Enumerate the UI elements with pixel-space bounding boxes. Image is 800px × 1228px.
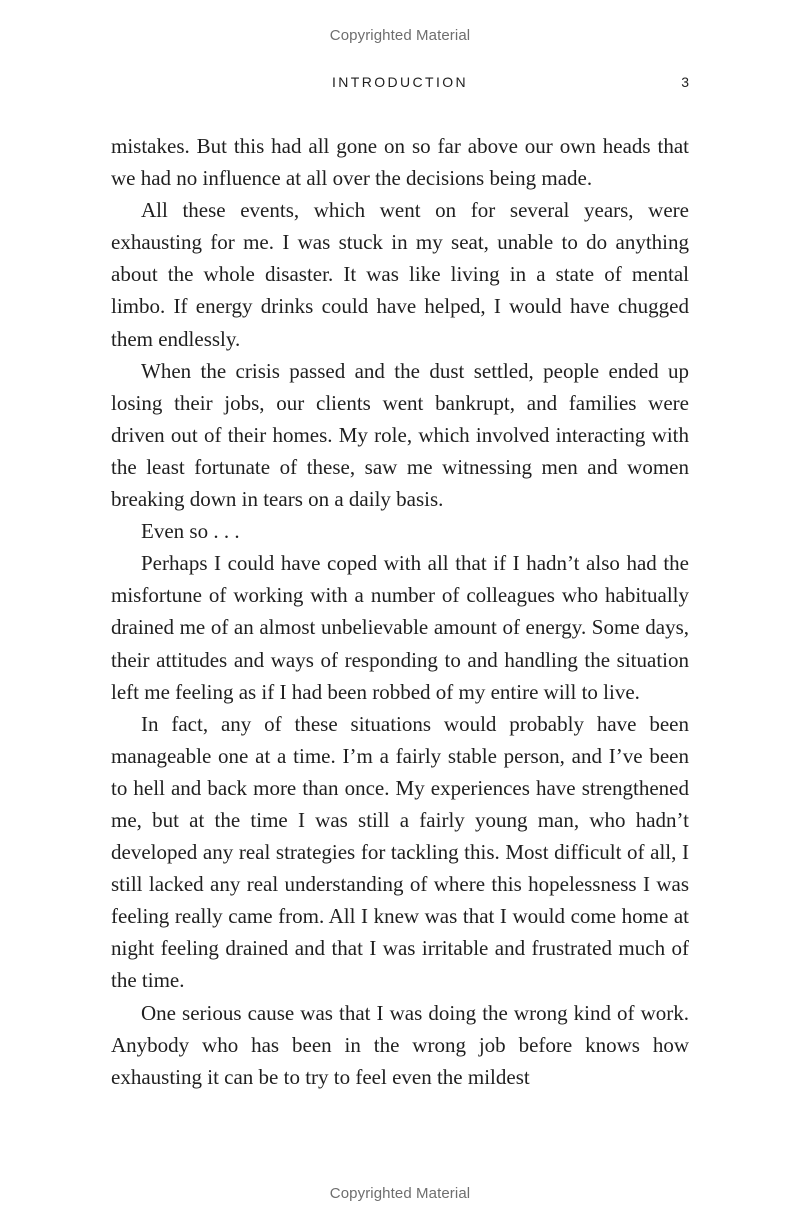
copyright-watermark-bottom: Copyrighted Material: [329, 1185, 471, 1202]
copyright-watermark-top: Copyrighted Material: [329, 27, 471, 44]
paragraph-continued: mistakes. But this had all gone on so far above our own heads that we had no influence at all over the decisions being made.: [111, 134, 689, 191]
paragraph: Even so . . .: [141, 519, 240, 544]
paragraph: Perhaps I could have coped with all that if I hadn’t also had the misfortune of working with a number of colleagues who habitually drained me of an almost unbelievable amount of energy. Some days, their attitudes and ways of responding to and handling the situation left me feeling as if I had been robbed of my entire will to live.: [111, 551, 689, 704]
paragraph: All these events, which went on for several years, were exhausting for me. I was stuck in my seat, unable to do anything about the whole disaster. It was like living in a state of mental limbo. If energy drinks could have helped, I would have chugged them endlessly.: [111, 198, 689, 351]
body-text: [111, 130, 689, 1093]
running-head-title: INTRODUCTION: [331, 74, 469, 90]
page-number: 3: [681, 74, 689, 90]
paragraph: When the crisis passed and the dust settled, people ended up losing their jobs, our clients went bankrupt, and families were driven out of their homes. My role, which involved interacting with the least fortunate of these, saw me witnessing men and women breaking down in tears on a daily basis.: [111, 358, 689, 512]
running-head: [0, 74, 800, 94]
paragraph: One serious cause was that I was doing the wrong kind of work. Anybody who has been in the wrong job before knows how exhausting it can be to try to feel even the mildest: [111, 1000, 689, 1089]
paragraph: In fact, any of these situations would probably have been manageable one at a time. I’m a fairly stable person, and I’ve been to hell and back more than once. My experiences have strengthened me, but at the time I was still a fairly young man, who hadn’t developed any real strategies for tackling this. Most difficult of all, I still lacked any real understanding of where this hopelessness I was feeling really came from. All I knew was that I would come home at night feeling drained and that I was irritable and frustrated much of the time.: [111, 711, 689, 993]
